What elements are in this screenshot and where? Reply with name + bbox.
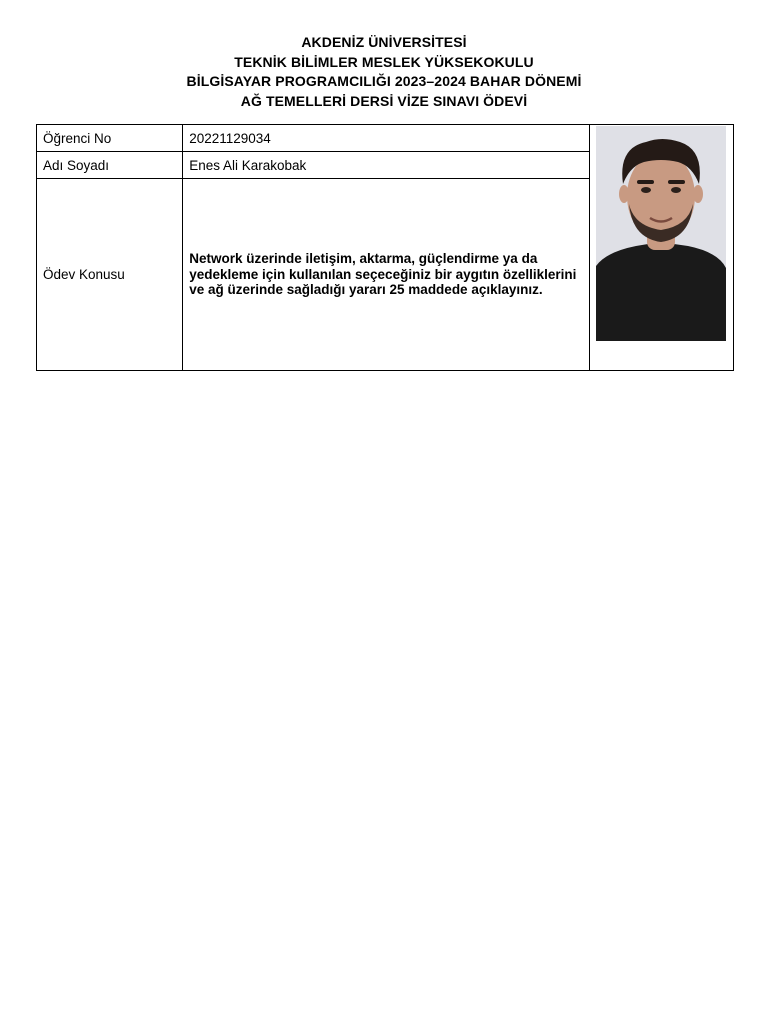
- topic-label: Ödev Konusu: [37, 179, 183, 371]
- name-value: Enes Ali Karakobak: [183, 152, 590, 179]
- photo-cell: [589, 125, 733, 371]
- topic-value: Network üzerinde iletişim, aktarma, güçlendirme ya da yedekleme için kullanılan seçeceğiniz bir aygıtın özelliklerini ve ağ üzerinde sağladığı yararı 25 maddede açıklayınız.: [189, 251, 577, 298]
- table-row: [37, 125, 734, 152]
- program-semester: BİLGİSAYAR PROGRAMCILIĞI 2023–2024 BAHAR DÖNEMİ: [186, 73, 582, 89]
- topic-value-cell: [183, 179, 590, 371]
- document-header: [0, 33, 768, 111]
- student-no-value: 20221129034: [183, 125, 590, 152]
- school-name: TEKNİK BİLİMLER MESLEK YÜKSEKOKULU: [234, 53, 534, 70]
- student-info-table: [36, 124, 734, 371]
- student-photo: [596, 126, 726, 341]
- student-no-label: Öğrenci No: [37, 125, 183, 152]
- name-label: Adı Soyadı: [37, 152, 183, 179]
- university-name: AKDENİZ ÜNİVERSİTESİ: [301, 34, 467, 50]
- assignment-title: AĞ TEMELLERİ DERSİ VİZE SINAVI ÖDEVİ: [240, 92, 528, 109]
